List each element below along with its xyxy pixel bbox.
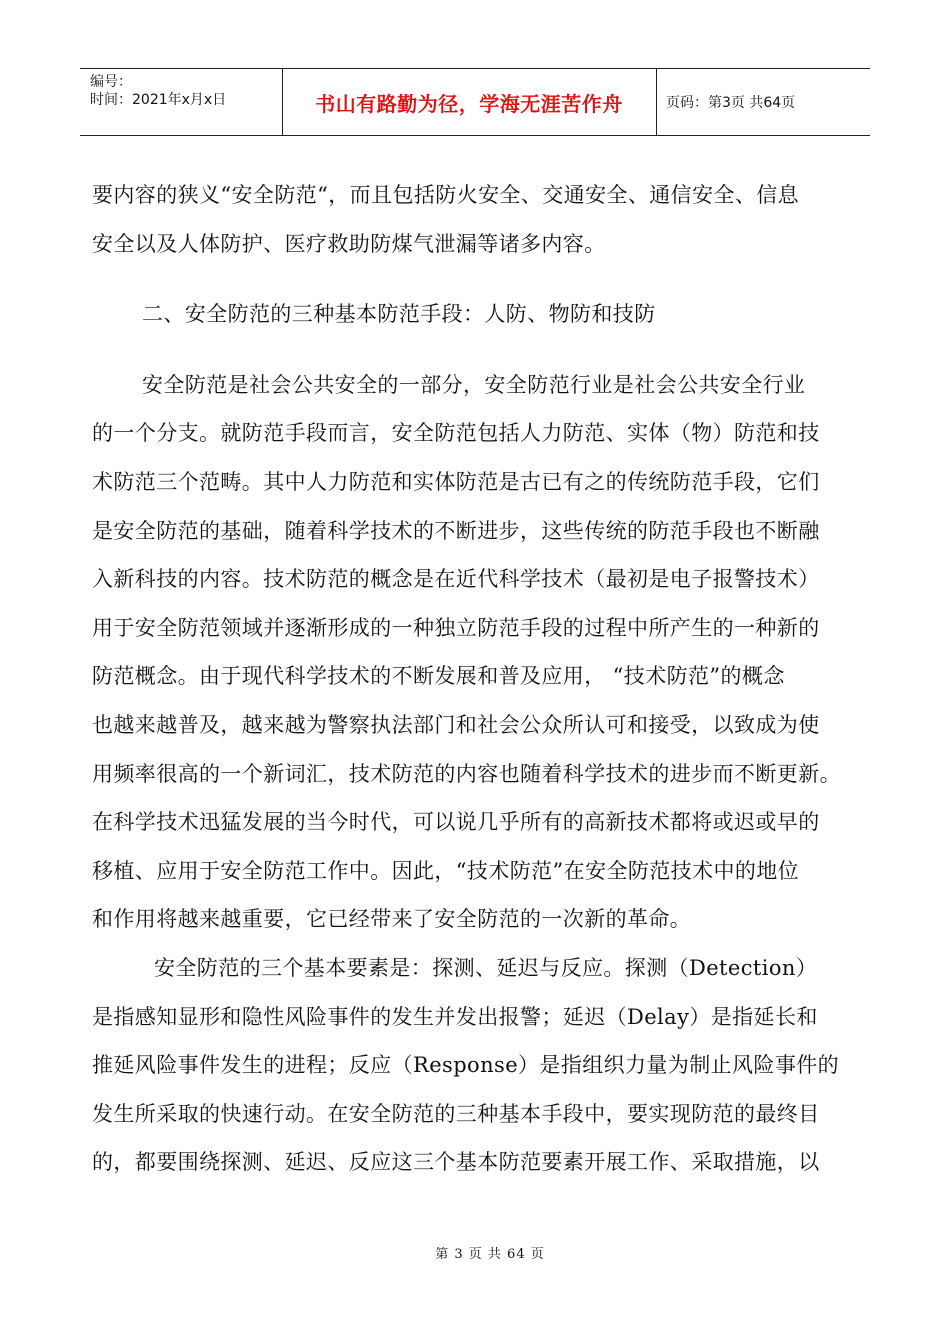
text-line: 也越来越普及，越来越为警察执法部门和社会公众所认可和接受，以致成为使 — [92, 712, 820, 737]
text-line: 入新科技的内容。技术防范的概念是在近代科学技术（最初是电子报警技术） — [92, 567, 820, 592]
text-line: 要内容的狭义“安全防范“，而且包括防火安全、交通安全、通信安全、信息 — [92, 183, 800, 207]
text-line: 术防范三个范畴。其中人力防范和实体防范是古已有之的传统防范手段，它们 — [92, 469, 820, 494]
text-line: 是安全防范的基础，随着科学技术的不断进步，这些传统的防范手段也不断融 — [92, 518, 820, 543]
header-motto: 书山有路勤为径，学海无涯苦作舟 — [315, 91, 623, 116]
header-page-info: 页码：第3页 共64页 — [666, 95, 796, 111]
page-header — [80, 68, 870, 136]
text-line: 安全防范是社会公共安全的一部分，安全防范行业是社会公共安全行业 — [142, 372, 806, 397]
text-line: 发生所采取的快速行动。在安全防范的三种基本手段中，要实现防范的最终目 — [92, 1101, 820, 1126]
header-divider — [656, 69, 657, 135]
header-meta — [90, 73, 226, 109]
document-body — [92, 171, 862, 1187]
paragraph-3 — [92, 944, 862, 1187]
text-line: 移植、应用于安全防范工作中。因此，“技术防范”在安全防范技术中的地位 — [92, 858, 800, 883]
text-line: 安全防范的三个基本要素是：探测、延迟与反应。探测（Detection） — [154, 955, 818, 980]
text-line: 用频率很高的一个新词汇，技术防范的内容也随着科学技术的进步而不断更新。 — [92, 761, 841, 786]
section-heading: 二、安全防范的三种基本防范手段：人防、物防和技防 — [142, 302, 656, 327]
document-date-label: 时间：2021年x月x日 — [90, 92, 227, 108]
text-line: 防范概念。由于现代科学技术的不断发展和普及应用， “技术防范”的概念 — [92, 664, 785, 689]
page-footer: 第 3 页 共 64 页 — [435, 1247, 545, 1262]
text-line: 推延风险事件发生的进程；反应（Response）是指组织力量为制止风险事件的 — [92, 1053, 840, 1078]
text-line: 的，都要围绕探测、延迟、反应这三个基本防范要素开展工作、采取措施，以 — [92, 1150, 820, 1175]
text-line: 的一个分支。就防范手段而言，安全防范包括人力防范、实体（物）防范和技 — [92, 421, 820, 446]
paragraph-2 — [92, 361, 862, 944]
text-line: 在科学技术迅猛发展的当今时代，可以说几乎所有的高新技术都将或迟或早的 — [92, 810, 820, 835]
text-line: 安全以及人体防护、医疗救助防煤气泄漏等诸多内容。 — [92, 231, 606, 256]
document-number-label: 编号： — [90, 74, 132, 90]
paragraph-1 — [92, 171, 862, 268]
text-line: 用于安全防范领域并逐渐形成的一种独立防范手段的过程中所产生的一种新的 — [92, 615, 820, 640]
text-line: 是指感知显形和隐性风险事件的发生并发出报警；延迟（Delay）是指延长和 — [92, 1004, 818, 1029]
text-line: 和作用将越来越重要，它已经带来了安全防范的一次新的革命。 — [92, 907, 692, 932]
